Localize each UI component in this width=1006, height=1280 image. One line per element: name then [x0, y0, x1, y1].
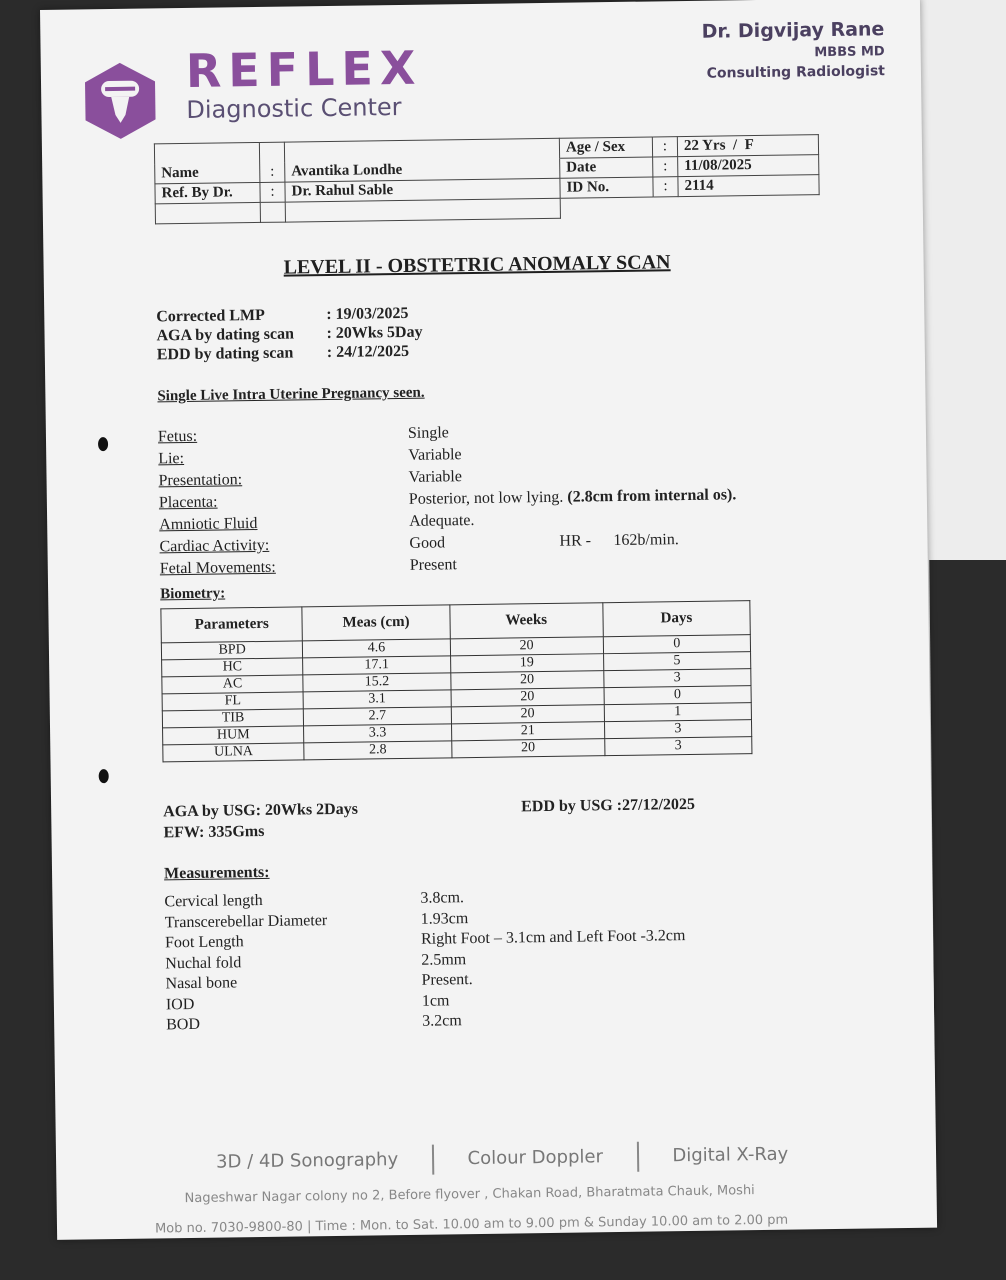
dating-row: EDD by dating scan : 24/12/2025 [156, 342, 410, 364]
biometry-heading: Biometry: [160, 585, 226, 603]
measurement-label: BOD [166, 1015, 201, 1034]
service-item: Colour Doppler [467, 1146, 604, 1170]
table-cell: 3 [604, 720, 751, 739]
measurement-label: Transcerebellar Diameter [164, 911, 328, 931]
ref-label: Ref. By Dr. [155, 182, 260, 203]
divider [432, 1145, 434, 1175]
measurement-value: 3.8cm. [420, 889, 465, 907]
table-cell: 3.3 [304, 724, 451, 743]
table-cell: 17.1 [303, 656, 450, 675]
colon: : [260, 182, 285, 202]
aga-usg: AGA by USG: 20Wks 2Days [163, 800, 359, 821]
measurement-label: Nuchal fold [165, 953, 242, 972]
id-value: 2114 [678, 175, 819, 197]
table-cell: HC [162, 658, 304, 677]
finding-row: Cardiac Activity: Good HR - 162b/min. [159, 531, 679, 556]
measurements-heading: Measurements: [163, 863, 270, 883]
measurement-label: Nasal bone [165, 974, 238, 993]
table-cell: 20 [451, 705, 604, 724]
patient-name: Avantika Londhe [285, 158, 560, 182]
report-title: LEVEL II - OBSTETRIC ANOMALY SCAN [283, 251, 671, 279]
table-cell: 20 [450, 637, 603, 656]
finding-row: Placenta: Posterior, not low lying. (2.8cm from internal os). [158, 486, 737, 512]
column-header: Parameters [161, 607, 303, 643]
table-cell: AC [162, 675, 304, 694]
table-cell: 5 [603, 652, 750, 671]
pregnancy-note: Single Live Intra Uterine Pregnancy seen. [157, 384, 425, 405]
biometry-table [160, 600, 752, 762]
service-item: Digital X-Ray [672, 1143, 789, 1167]
table-cell: 1 [604, 703, 751, 722]
address: Nageshwar Nagar colony no 2, Before flyover , Chakan Road, Bharatmata Chauk, Moshi [184, 1183, 755, 1207]
id-label: ID No. [560, 177, 653, 198]
report-sheet [40, 0, 937, 1240]
table-cell: 4.6 [303, 639, 450, 658]
dating-section [156, 305, 423, 366]
usg-summary [163, 801, 358, 846]
date-label: Date [560, 157, 653, 178]
divider [636, 1142, 638, 1172]
services-bar [216, 1140, 789, 1178]
doctor-info [702, 18, 886, 82]
contact-info: Mob no. 7030-9800-80 | Time : Mon. to Sat. 10.00 am to 9.00 pm & Sunday 10.00 am to 2.00 pm [154, 1212, 789, 1237]
measurement-value: 3.2cm [422, 1012, 462, 1030]
column-header: Weeks [449, 603, 603, 639]
finding-row: Presentation: Variable [158, 468, 462, 490]
age-sex-value [677, 135, 818, 157]
measurement-label: IOD [165, 995, 195, 1013]
patient-info-table [154, 134, 820, 224]
service-item: 3D / 4D Sonography [215, 1149, 399, 1173]
measurement-value: 1.93cm [420, 909, 469, 928]
finding-row: Fetus: Single [157, 424, 449, 446]
slash: / [732, 137, 738, 154]
table-cell: 20 [451, 688, 604, 707]
colon: : [653, 177, 678, 197]
table-cell: 19 [450, 654, 603, 673]
measurement-label: Foot Length [164, 933, 244, 952]
table-cell: 2.8 [304, 741, 451, 760]
colon: : [653, 157, 678, 177]
punch-hole [98, 437, 108, 451]
dating-row: Corrected LMP : 19/03/2025 [156, 304, 409, 326]
measurement-value: Right Foot – 3.1cm and Left Foot -3.2cm [420, 927, 686, 948]
table-cell: 0 [603, 635, 750, 654]
table-cell: ULNA [163, 743, 305, 762]
table-cell: TIB [162, 709, 304, 728]
findings-section [158, 420, 738, 582]
measurement-value: 2.5mm [421, 950, 467, 969]
ref-doctor: Dr. Rahul Sable [285, 178, 560, 202]
finding-row: Amniotic Fluid Adequate. [159, 511, 475, 534]
table-cell: BPD [161, 641, 303, 660]
measurement-label: Cervical length [164, 891, 263, 911]
table-cell: 2.7 [304, 707, 451, 726]
table-cell: 3.1 [303, 690, 450, 709]
hr-label: HR - [559, 532, 592, 550]
brand-name: REFLEX [185, 40, 423, 98]
measurements-list [164, 886, 686, 1037]
colon: : [652, 137, 677, 157]
sex-value: F [744, 137, 754, 154]
age-value: 22 Yrs [683, 137, 726, 155]
brand [185, 40, 424, 124]
measurement-value: 1cm [421, 991, 450, 1010]
table-cell: 15.2 [303, 673, 450, 692]
date-value: 11/08/2025 [678, 155, 819, 177]
table-cell: 3 [604, 669, 751, 688]
table-cell: 3 [604, 737, 751, 756]
doctor-degree: MBBS MD [814, 44, 885, 61]
hr-value: 162b/min. [613, 531, 679, 550]
table-cell: FL [162, 692, 304, 711]
column-header: Meas (cm) [302, 605, 450, 641]
brand-subtitle: Diagnostic Center [186, 92, 402, 124]
table-cell: 20 [451, 739, 604, 758]
reflex-logo-icon [83, 60, 158, 141]
doctor-name: Dr. Digvijay Rane [701, 18, 885, 43]
colon: : [260, 162, 285, 182]
punch-hole [99, 769, 109, 783]
table-cell: 0 [604, 686, 751, 705]
finding-row: Fetal Movements: Present [159, 556, 458, 578]
efw: EFW: 335Gms [163, 822, 265, 842]
table-cell: 21 [451, 722, 604, 741]
placenta-extra: (2.8cm from internal os). [567, 486, 737, 506]
column-header: Days [603, 601, 751, 637]
dating-row: AGA by dating scan : 20Wks 5Day [156, 323, 423, 345]
table-cell: HUM [163, 726, 305, 745]
age-sex-label: Age / Sex [559, 137, 652, 158]
measurement-value: Present. [421, 971, 473, 989]
edd-usg: EDD by USG :27/12/2025 [521, 795, 696, 816]
doctor-role: Consulting Radiologist [706, 63, 886, 82]
finding-row: Lie: Variable [158, 446, 462, 468]
table-cell: 20 [450, 671, 603, 690]
name-label: Name [155, 162, 260, 183]
